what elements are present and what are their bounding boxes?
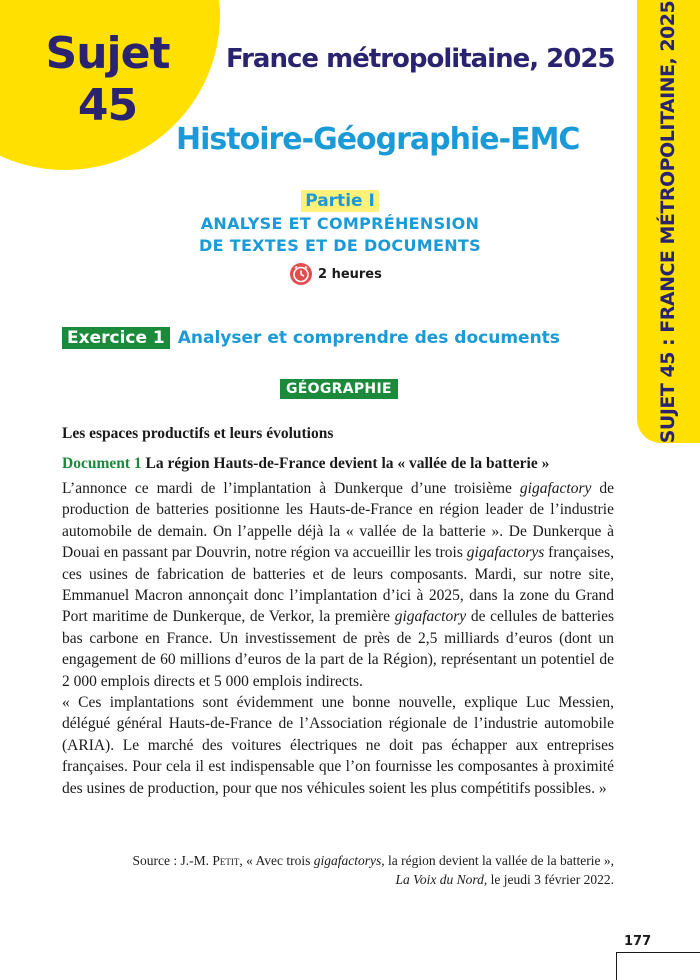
sujet-word: Sujet (45, 28, 170, 79)
paragraph-2: « Ces implantations sont évidemment une bonne nouvelle, explique Luc Messien, délégué général Hauts-de-France de l’Association régionale de l’industrie automobile (ARIA). Le marché des voitures électriques ne doit pas échapper aux entreprises françaises. Pour cela il est indispensable que l’on fournisse les composantes à proximité des usines de production, pour que nos véhicules soient les plus compétitifs possibles. » (62, 694, 614, 797)
source-mid2: , la région devient la vallée de la batterie », (381, 853, 614, 868)
subject-title: Histoire-Géographie-EMC (176, 122, 580, 157)
source-citation (62, 851, 614, 889)
partie-block (160, 190, 520, 256)
p1-text-c: françaises, ces usines de fabrication de batteries et de leurs composants. Mardi, sur notre site, Emmanuel Macron annonçait donc l’implantation d’ici à 2025, dans la zone du Grand Port maritime de Dunkerque, de Verkor, la première (62, 544, 614, 626)
partie-label: Partie I (301, 190, 379, 212)
source-author: Petit (212, 853, 240, 868)
source-date: , le jeudi 3 février 2022. (483, 872, 614, 887)
p1-italic-3: gigafactory (394, 608, 467, 626)
p1-text-a: L’annonce ce mardi de l’implantation à Dunkerque d’une troisième (62, 480, 520, 497)
exam-title: France métropolitaine, 2025 (226, 44, 615, 74)
source-prefix: Source : J.-M. (132, 853, 213, 868)
p1-text-b: de production de batteries positionne les Hauts-de-France en région leader de l’industrie automobile de demain. On l’appelle déjà la « vallée de la batterie ». De Dunkerque à Douai en passant par Douvrin, notre région va accueillir les trois (62, 480, 614, 562)
document-heading (62, 455, 622, 473)
source-italic: gigafactorys (313, 853, 382, 868)
partie-subtitle-line1: ANALYSE ET COMPRÉHENSION (200, 214, 480, 233)
p1-italic-1: gigafactory (519, 480, 592, 497)
p1-italic-2: gigafactorys (466, 544, 545, 562)
source-mid1: , « Avec trois (239, 853, 314, 868)
side-tab-label: SUJET 45 : FRANCE MÉTROPOLITAINE, 2025 (657, 0, 679, 444)
paragraph-1 (62, 478, 614, 692)
exercise-heading (62, 327, 560, 349)
p1-text-d: de cellules de batteries bas carbone en France. Un investissement de près de 2,5 milliards d’euros (dont un engagement de 60 millions d’euros de la part de la Région), représentant un potentiel de 2 000 emplois directs et 5 000 emplois indirects. (62, 608, 614, 690)
page-rule (616, 952, 700, 953)
exercise-title: Analyser et comprendre des documents (177, 328, 560, 348)
partie-subtitle-line2: DE TEXTES ET DE DOCUMENTS (199, 236, 481, 255)
clock-icon (290, 263, 312, 285)
document-body (62, 478, 614, 799)
document-number: Document 1 (62, 455, 142, 472)
duration (290, 263, 382, 285)
source-newspaper: La Voix du Nord (395, 872, 484, 887)
page-number: 177 (624, 934, 652, 949)
discipline-badge: GÉOGRAPHIE (280, 379, 398, 399)
document-title: La région Hauts-de-France devient la « vallée de la batterie » (145, 455, 550, 472)
duration-text: 2 heures (318, 266, 382, 282)
sujet-number: 45 (77, 80, 138, 131)
section-title: Les espaces productifs et leurs évolutions (62, 425, 334, 442)
sujet-label (40, 28, 175, 132)
page-tick (616, 952, 617, 980)
exercise-badge: Exercice 1 (62, 327, 170, 349)
